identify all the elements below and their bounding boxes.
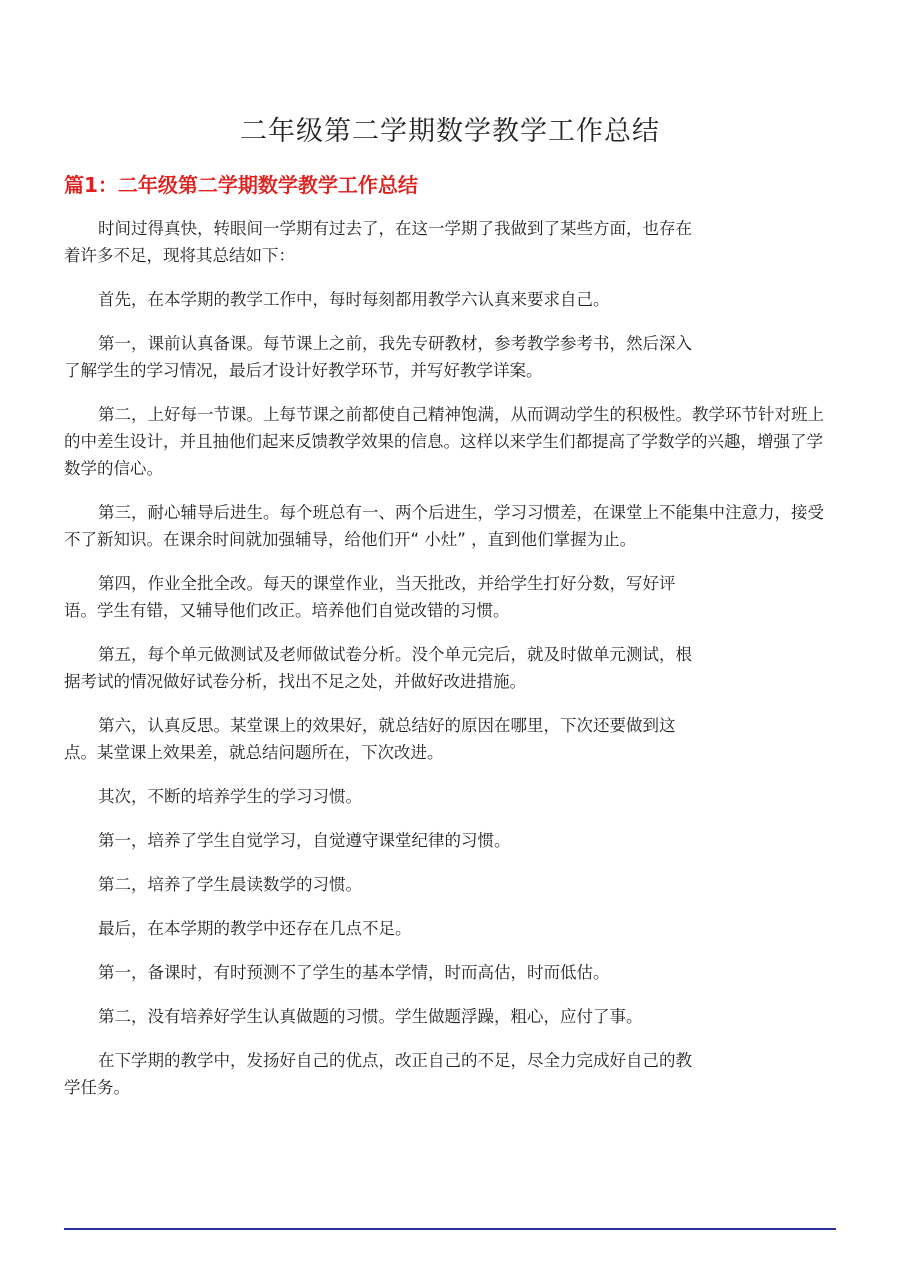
document-title: 二年级第二学期数学教学工作总结 [240,116,660,147]
paragraph-teaching: 第二，上好每一节课。上每节课之前都使自己精神饱满，从而调动学生的积极性。教学环节针对班上的中差生设计，并且抽他们起来反馈教学效果的信息。这样以来学生们都提高了学数学的兴趣，增强了学数学的信心。 [64,405,824,478]
paragraph-first-point: 首先，在本学期的教学工作中，每时每刻都用教学六认真来要求自己。 [98,290,610,309]
paragraph-shortcoming-two: 第二，没有培养好学生认真做题的习惯。学生做题浮躁，粗心，应付了事。 [98,1007,643,1026]
footer-divider [64,1228,836,1230]
paragraph-reflection: 第六，认真反思。某堂课上的效果好，就总结好的原因在哪里，下次还要做到这点。某堂课上效果差，就总结问题所在，下次改进。 [64,716,676,762]
paragraph-second-point: 其次，不断的培养学生的学习习惯。 [98,787,362,806]
paragraph-lesson-prep: 第一，课前认真备课。每节课上之前，我先专研教材，参考教学参考书，然后深入了解学生的学习情况，最后才设计好教学环节，并写好教学详案。 [64,334,692,380]
paragraph-tutoring: 第三，耐心辅导后进生。每个班总有一、两个后进生，学习习惯差，在课堂上不能集中注意力，接受不了新知识。在课余时间就加强辅导，给他们开“ 小灶” ，直到他们掌握为止。 [64,503,824,549]
paragraph-self-study: 第一，培养了学生自觉学习，自觉遵守课堂纪律的习惯。 [98,831,511,850]
section-heading: 篇1：二年级第二学期数学教学工作总结 [64,173,418,197]
paragraph-shortcomings: 最后，在本学期的教学中还存在几点不足。 [98,919,412,938]
paragraph-morning-reading: 第二，培养了学生晨读数学的习惯。 [98,875,362,894]
document-body [64,215,834,1118]
paragraph-shortcoming-one: 第一，备课时，有时预测不了学生的基本学情，时而高估，时而低估。 [98,963,610,982]
paragraph-intro: 时间过得真快，转眼间一学期有过去了，在这一学期了我做到了某些方面，也存在着许多不足，现将其总结如下： [64,219,692,265]
paragraph-homework: 第四，作业全批全改。每天的课堂作业，当天批改，并给学生打好分数，写好评语。学生有错，又辅导他们改正。培养他们自觉改错的习惯。 [64,574,676,620]
paragraph-conclusion: 在下学期的教学中，发扬好自己的优点，改正自己的不足，尽全力完成好自己的教学任务。 [64,1051,692,1097]
paragraph-testing: 第五，每个单元做测试及老师做试卷分析。没个单元完后，就及时做单元测试，根据考试的情况做好试卷分析，找出不足之处，并做好改进措施。 [64,645,692,691]
